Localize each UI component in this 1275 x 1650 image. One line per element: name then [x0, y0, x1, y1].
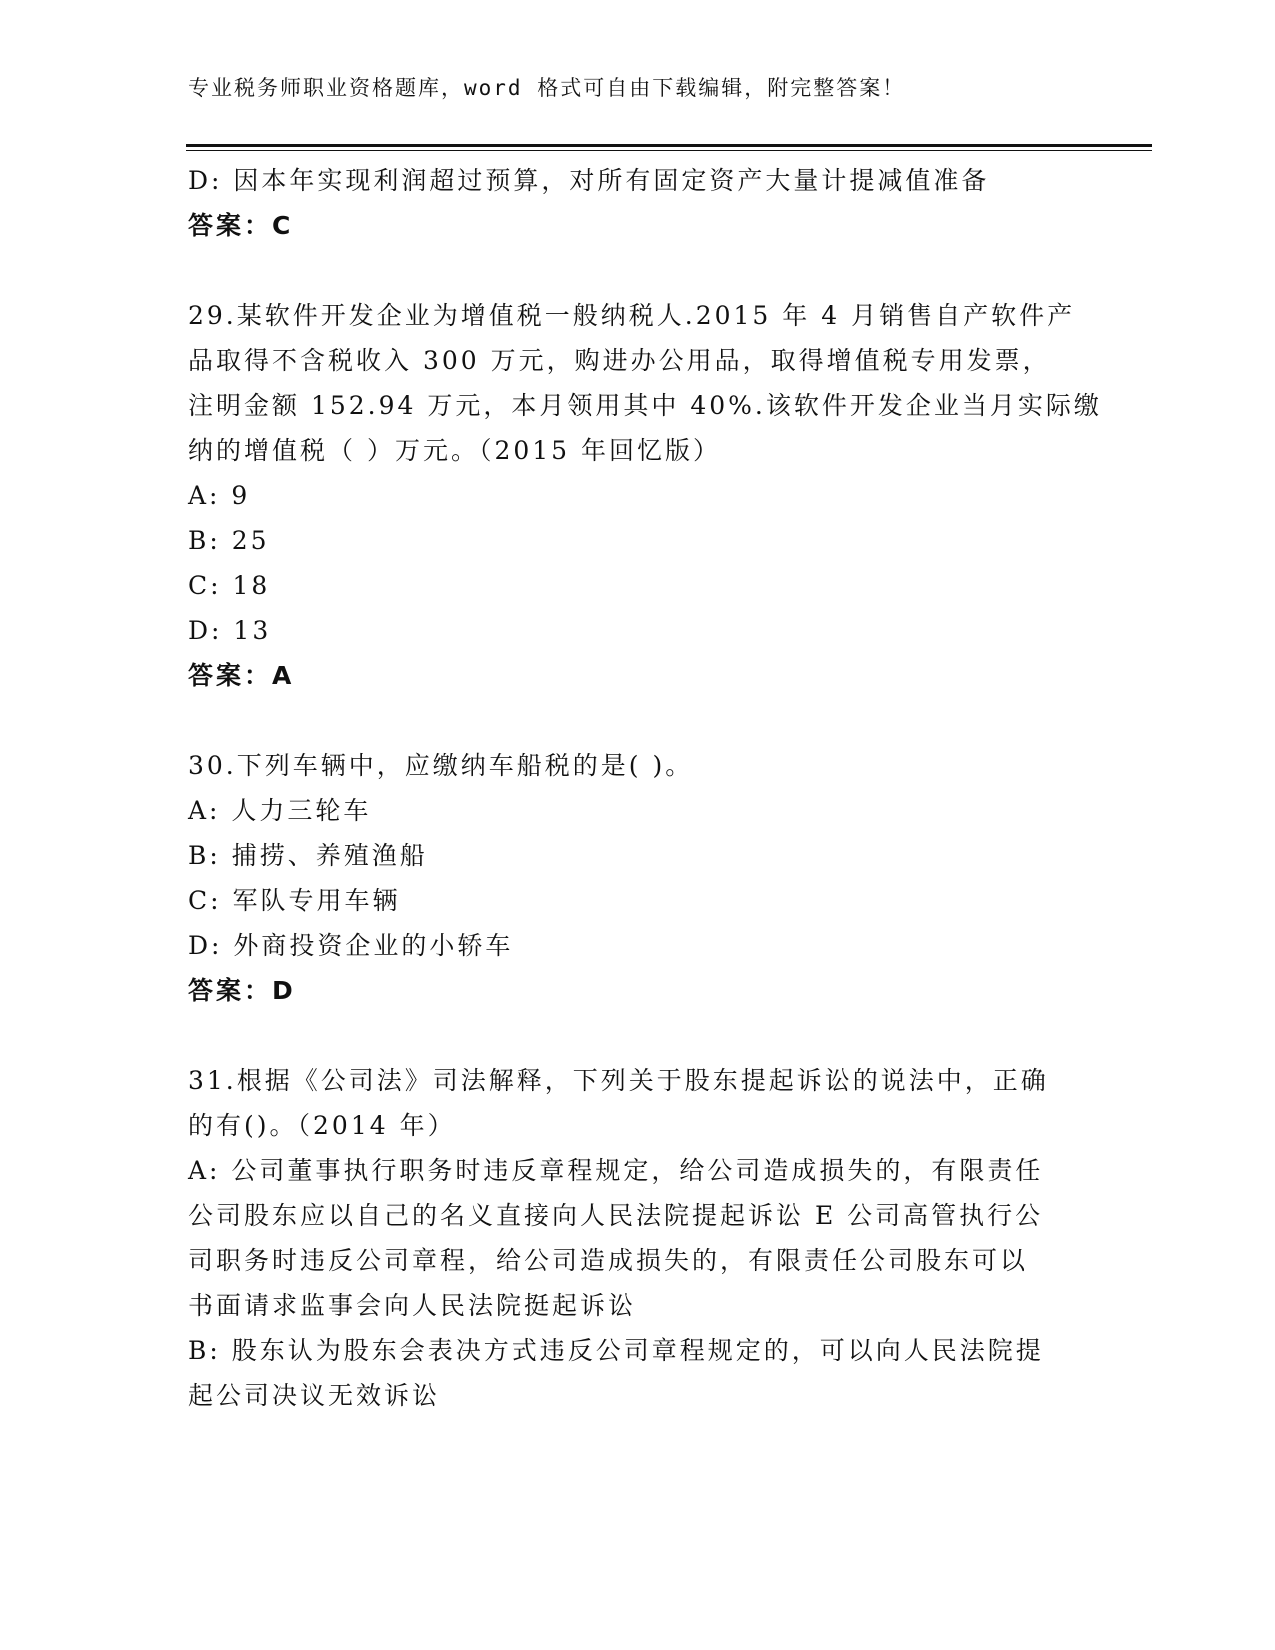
question-stem-line: 纳的增值税（ ）万元。（2015 年回忆版）	[188, 436, 722, 465]
option-a: A: 公司董事执行职务时违反章程规定，给公司造成损失的，有限责任	[188, 1156, 1044, 1185]
spacer	[188, 1013, 1088, 1058]
option-b: B: 捕捞、养殖渔船	[188, 841, 428, 870]
option-c: C: 18	[188, 571, 271, 600]
option-c: C: 军队专用车辆	[188, 886, 401, 915]
question-30	[188, 743, 1088, 1013]
question-stem-line: 的有()。（2014 年）	[188, 1111, 456, 1140]
question-stem-line: 29.某软件开发企业为增值税一般纳税人.2015 年 4 月销售自产软件产	[188, 301, 1076, 330]
option-a-continued: 司职务时违反公司章程，给公司造成损失的，有限责任公司股东可以	[188, 1246, 1029, 1275]
spacer	[188, 698, 1088, 743]
question-stem-line: 31.根据《公司法》司法解释，下列关于股东提起诉讼的说法中，正确	[188, 1066, 1049, 1095]
question-31	[188, 1058, 1088, 1418]
option-a-continued: 公司股东应以自己的名义直接向人民法院提起诉讼 E 公司高管执行公	[188, 1201, 1044, 1230]
option-a-continued: 书面请求监事会向人民法院挺起诉讼	[188, 1291, 637, 1320]
answer: 答案：C	[188, 211, 294, 240]
option-b-continued: 起公司决议无效诉讼	[188, 1381, 441, 1410]
question-stem-line: 30.下列车辆中，应缴纳车船税的是( )。	[188, 751, 694, 780]
option-b: B: 25	[188, 526, 270, 555]
answer: 答案：D	[188, 976, 296, 1005]
header-rule-thick	[186, 144, 1152, 147]
header-rule-thin	[186, 150, 1152, 151]
question-stem-line: 品取得不含税收入 300 万元，购进办公用品，取得增值税专用发票，	[188, 346, 1051, 375]
option-d: D: 因本年实现利润超过预算，对所有固定资产大量计提减值准备	[188, 166, 990, 195]
option-d: D: 外商投资企业的小轿车	[188, 931, 514, 960]
document-body	[188, 158, 1102, 1418]
question-stem-line: 注明金额 152.94 万元，本月领用其中 40%.该软件开发企业当月实际缴	[188, 391, 1102, 420]
question-29	[188, 293, 1102, 698]
spacer	[188, 248, 1088, 293]
option-b: B: 股东认为股东会表决方式违反公司章程规定的，可以向人民法院提	[188, 1336, 1044, 1365]
option-a: A: 9	[188, 481, 251, 510]
option-a: A: 人力三轮车	[188, 796, 372, 825]
answer: 答案：A	[188, 661, 295, 690]
page-header: 专业税务师职业资格题库，word 格式可自由下载编辑，附完整答案！	[188, 76, 906, 100]
option-d: D: 13	[188, 616, 272, 645]
